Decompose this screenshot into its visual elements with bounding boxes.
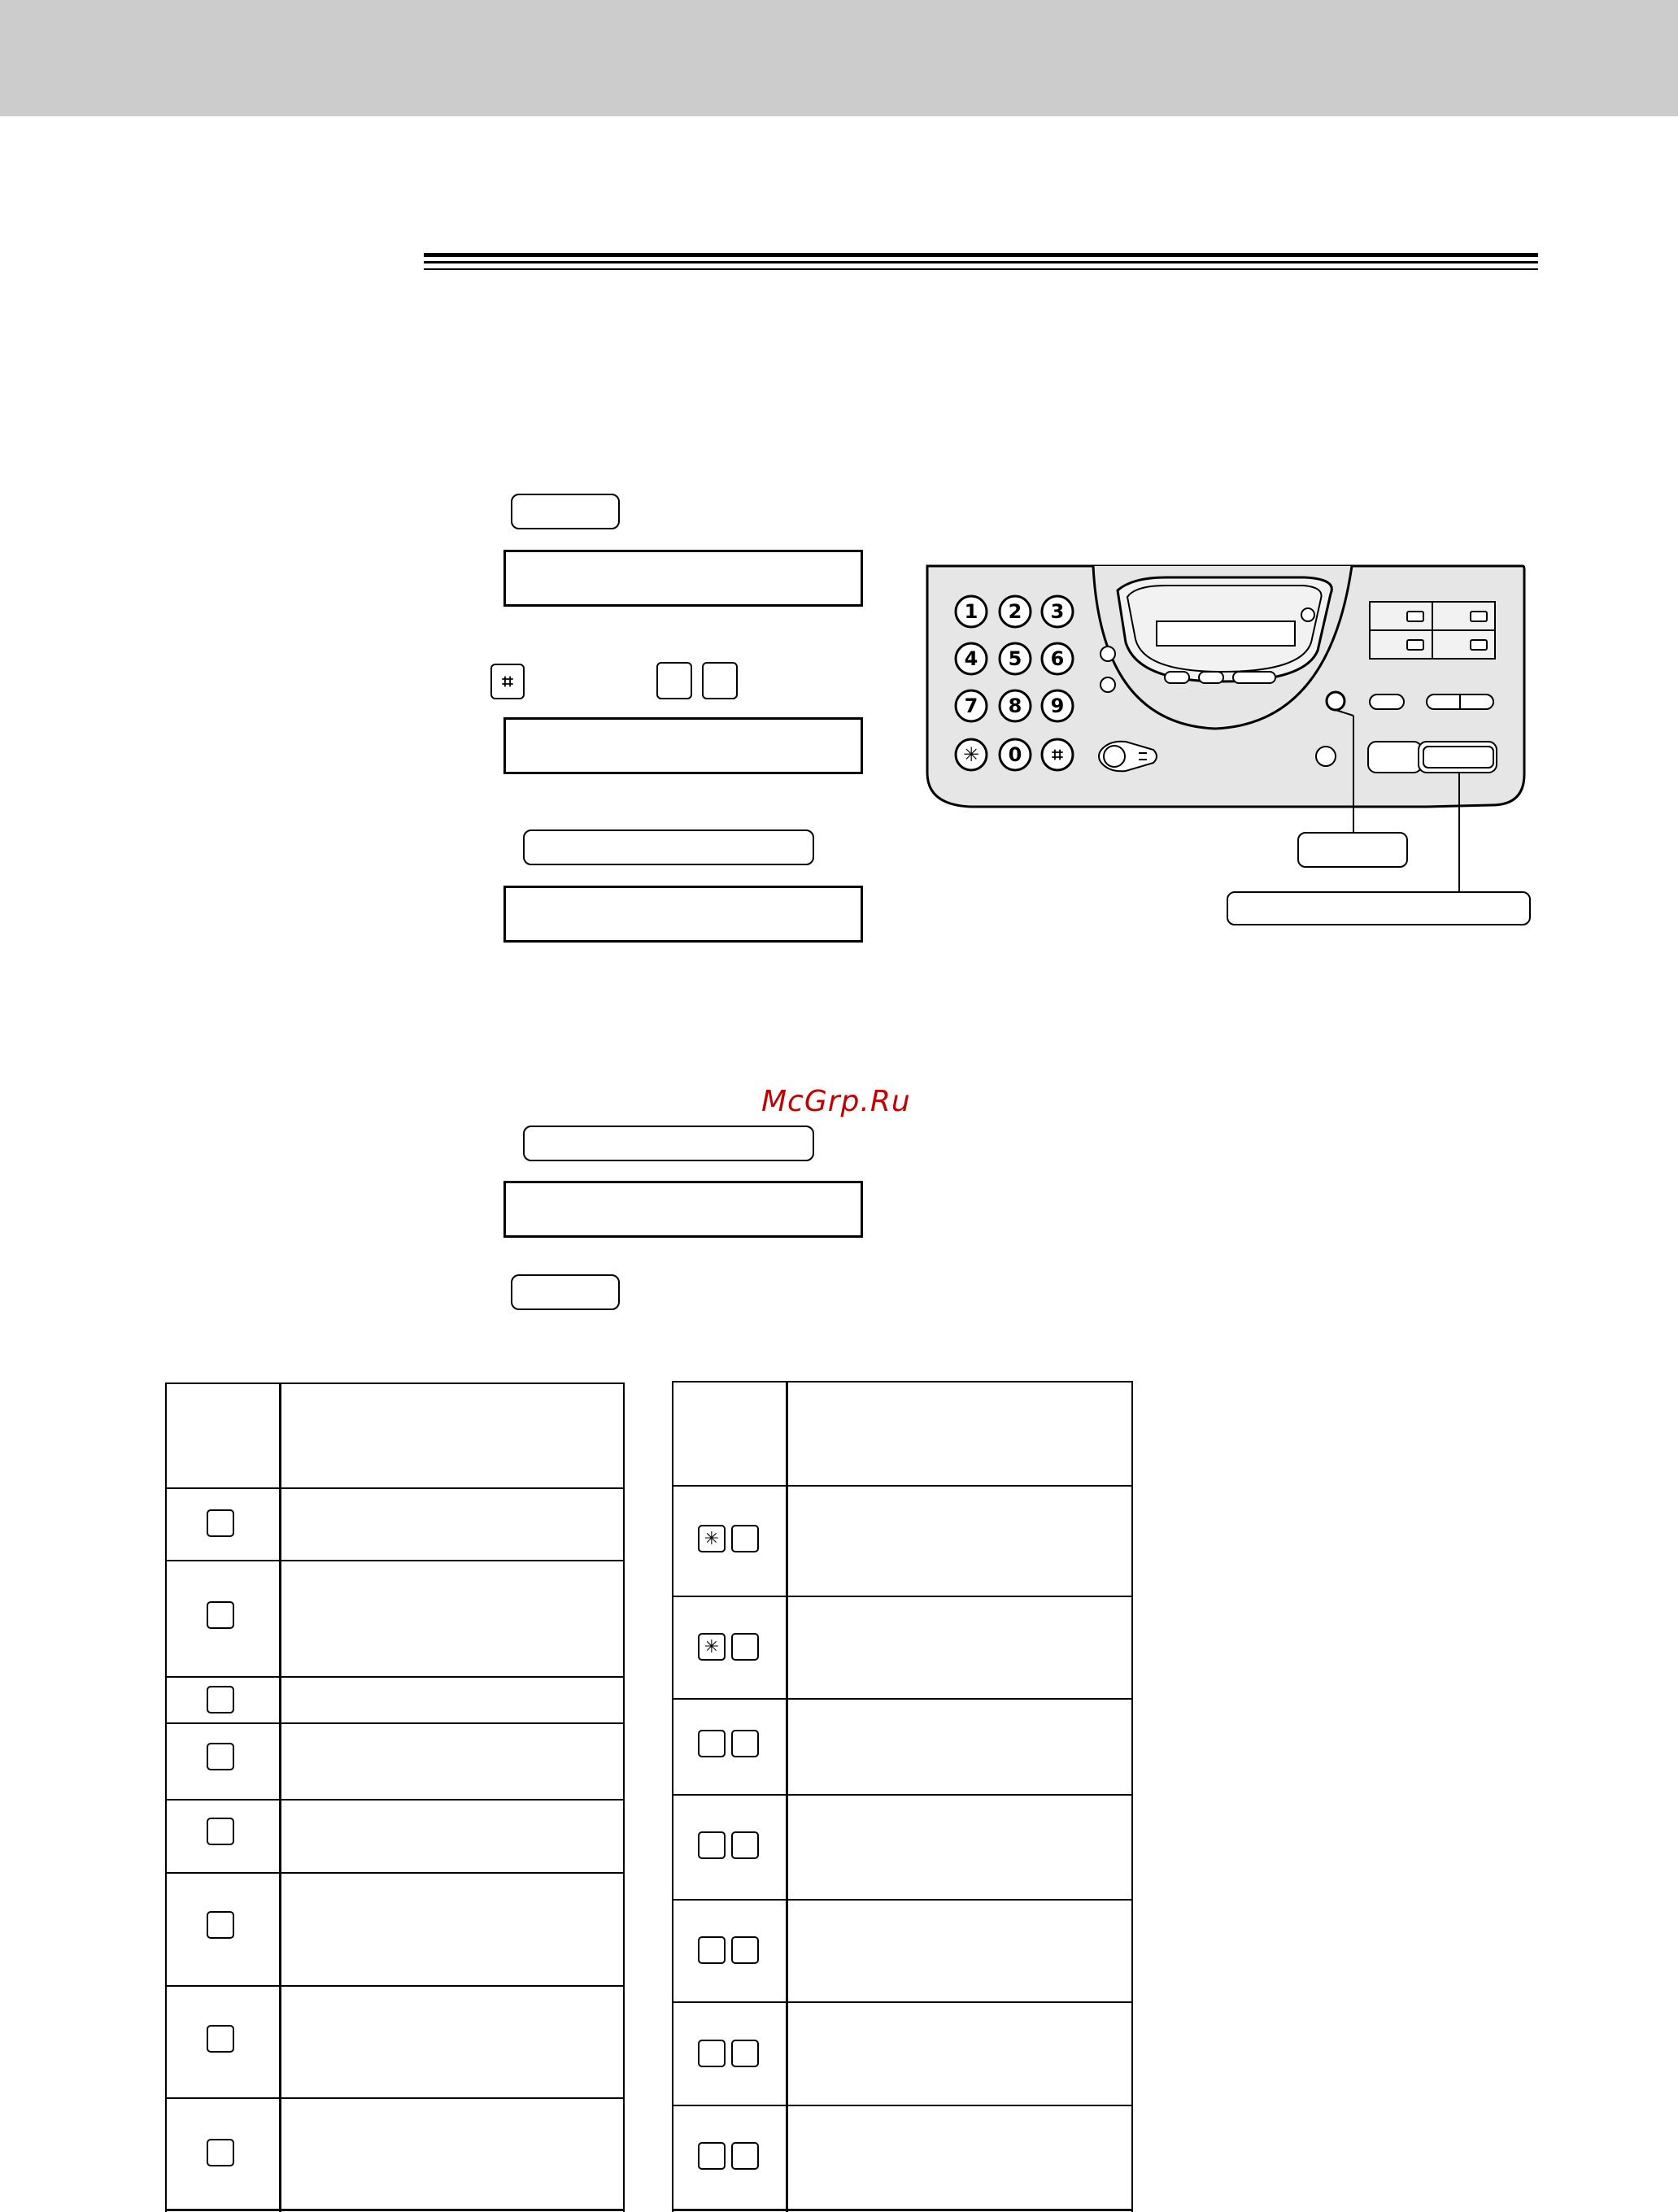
- table-row-divider: [165, 1560, 625, 1561]
- keypad-key-label: 3: [1050, 600, 1065, 623]
- table-key-box: [731, 1936, 759, 1964]
- keypad-key-label: 6: [1050, 647, 1065, 670]
- table-row-divider: [672, 2105, 1133, 2106]
- table-key-box: [207, 2025, 234, 2053]
- hash-key-glyph: ⌗: [502, 670, 513, 693]
- table-key-box: [698, 1730, 726, 1757]
- menu-button[interactable]: [511, 494, 620, 529]
- lcd-display-3: [503, 886, 863, 943]
- table-key-box: [731, 1730, 759, 1757]
- table-key-box: [731, 2040, 759, 2067]
- digit-key-first[interactable]: [656, 662, 692, 699]
- table-key-box: [698, 1936, 726, 1964]
- watermark-text: McGrp.Ru: [761, 1085, 911, 1118]
- table-row-divider: [672, 1698, 1133, 1700]
- table-row-divider: [672, 1794, 1133, 1796]
- table-row-divider: [672, 1899, 1133, 1901]
- table-row-divider: [165, 1799, 625, 1801]
- table-row-divider: [165, 1722, 625, 1724]
- title-rule-thin: [424, 268, 1538, 270]
- hash-key[interactable]: [490, 664, 525, 699]
- table-key-box: [207, 1686, 234, 1713]
- menu-button-2[interactable]: [511, 1274, 620, 1310]
- keypad-key-label: 8: [1008, 695, 1022, 717]
- keypad-key-label: 5: [1008, 647, 1022, 670]
- keypad-key-label: 4: [964, 647, 978, 670]
- table-row-divider: [165, 1676, 625, 1678]
- table-key-box: [207, 1911, 234, 1939]
- table-star-key: ✳: [698, 1633, 726, 1661]
- table-key-box: [698, 2040, 726, 2067]
- header-band: [0, 0, 1678, 116]
- table-key-box: [207, 2139, 234, 2166]
- lcd-display-2: [503, 717, 863, 774]
- keypad-key-label: ✳: [962, 743, 980, 766]
- table-key-box: [731, 1633, 759, 1661]
- table-row-divider: [672, 2001, 1133, 2003]
- digit-key-second[interactable]: [702, 662, 738, 699]
- keypad-key-label: 9: [1050, 695, 1065, 717]
- keypad-key-label: ⌗: [1052, 743, 1063, 766]
- table-key-box: [207, 1818, 234, 1845]
- keypad-key-label: 1: [964, 600, 978, 623]
- keypad-key-label: 0: [1008, 743, 1022, 766]
- table-key-box: [731, 1831, 759, 1859]
- keypad-key-label: 2: [1008, 600, 1022, 623]
- lcd-display-4: [503, 1181, 863, 1238]
- table-key-box: [207, 1743, 234, 1770]
- table-key-box: [698, 1831, 726, 1859]
- lcd-display-1: [503, 550, 863, 607]
- table-row-divider: [165, 1985, 625, 1987]
- table-row-divider: [672, 1596, 1133, 1597]
- set-button[interactable]: [523, 830, 814, 865]
- table-row-divider: [165, 1487, 625, 1489]
- table-key-box: [731, 1525, 759, 1552]
- table-row-divider: [672, 1485, 1133, 1487]
- table-key-box: [731, 2142, 759, 2170]
- title-rule-thick: [424, 253, 1538, 257]
- table-key-box: [698, 2142, 726, 2170]
- set-button-2[interactable]: [523, 1126, 814, 1161]
- table-star-key: ✳: [698, 1525, 726, 1552]
- fax-control-panel-illustration: [922, 561, 1532, 935]
- title-rule-middle: [424, 261, 1538, 263]
- table-key-box: [207, 1601, 234, 1629]
- table-key-box: [207, 1509, 234, 1537]
- keypad-key-label: 7: [964, 695, 978, 717]
- table-row-divider: [165, 1872, 625, 1874]
- callout-button-label: [1297, 832, 1408, 868]
- callout-set-label: [1227, 891, 1531, 925]
- table-row-divider: [165, 2097, 625, 2099]
